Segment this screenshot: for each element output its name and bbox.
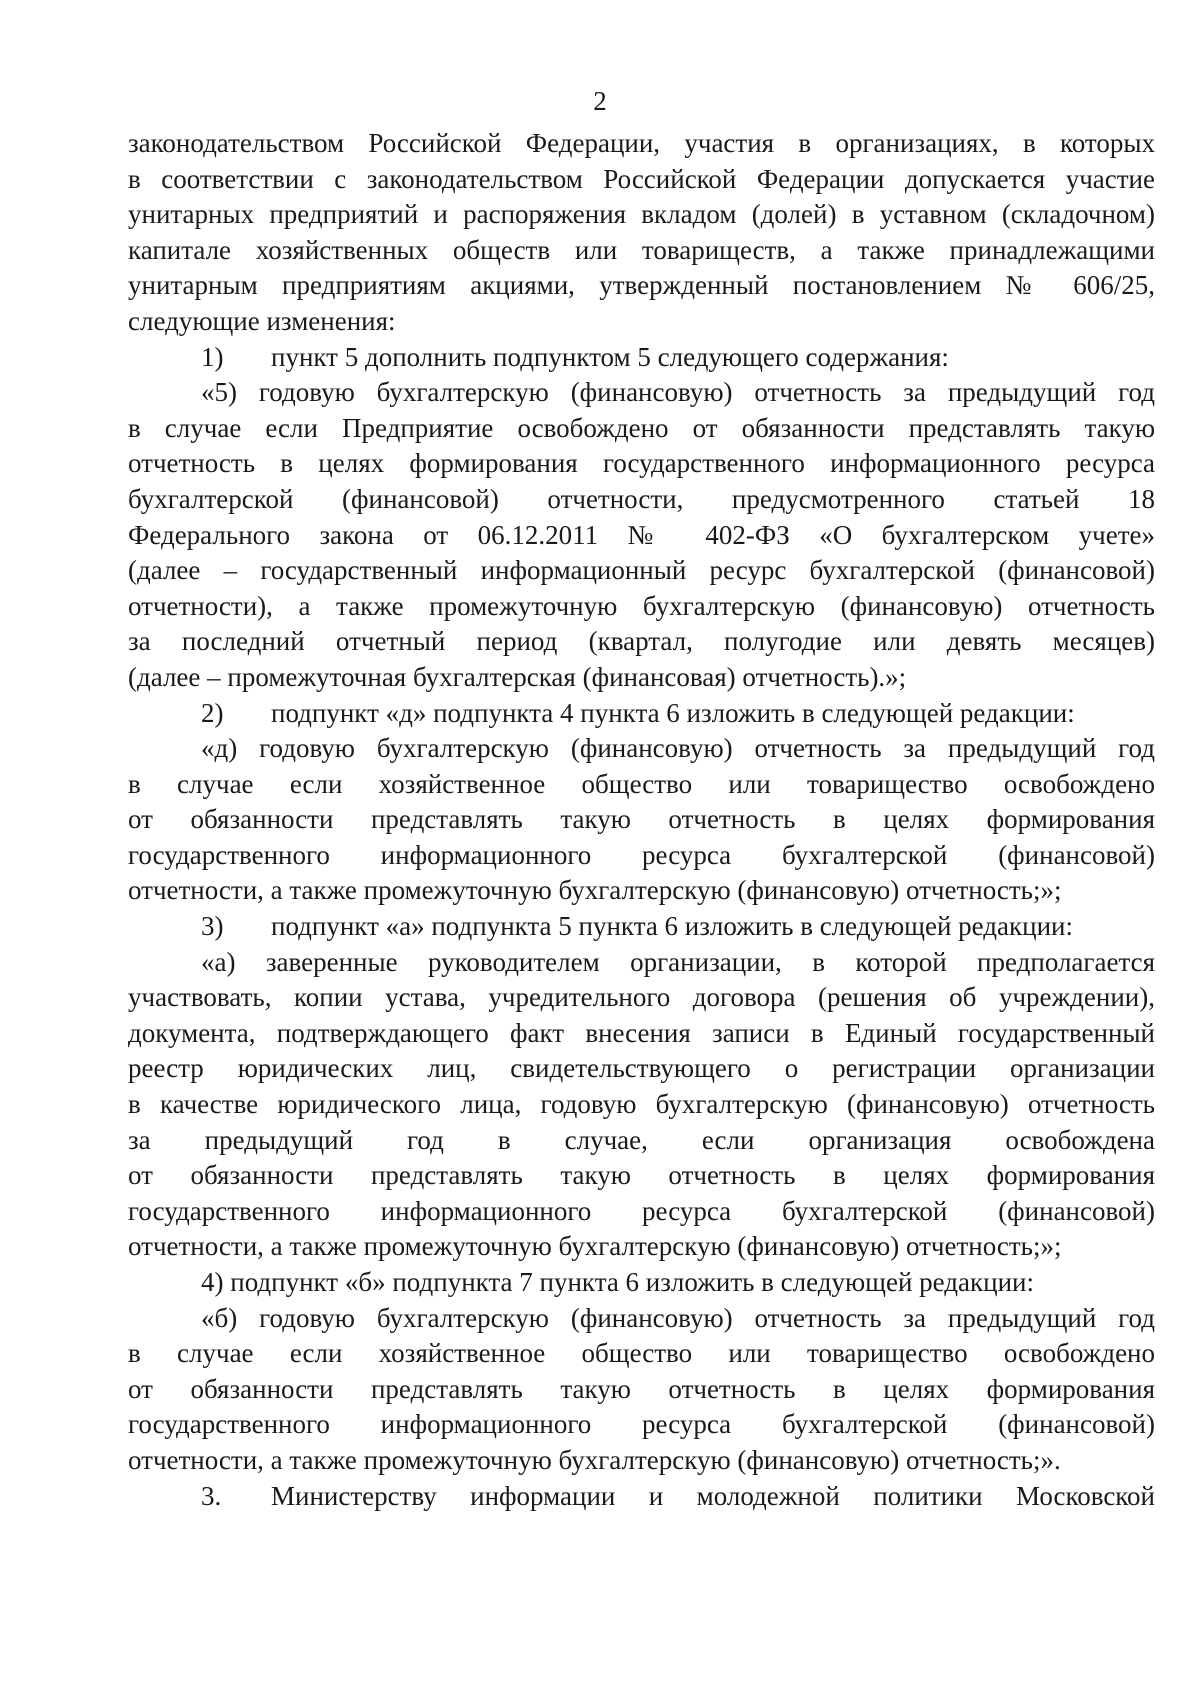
text-line: Федерального закона от 06.12.2011 № 402-ФЗ «О бухгалтерском учете» bbox=[128, 519, 1155, 550]
text-line: за последний отчетный период (квартал, полугодие или девять месяцев) bbox=[128, 626, 1155, 657]
line-text: пункт 5 дополнить подпунктом 5 следующего содержания: bbox=[271, 341, 949, 372]
document-body bbox=[128, 126, 1155, 1514]
line-text: подпункт «д» подпункта 4 пункта 6 изложить в следующей редакции: bbox=[271, 697, 1075, 728]
text-line: за предыдущий год в случае, если организация освобождена bbox=[128, 1124, 1155, 1155]
text-line: государственного информационного ресурса бухгалтерской (финансовой) bbox=[128, 1195, 1155, 1226]
item-number: 3. bbox=[201, 1480, 222, 1511]
text-line: унитарным предприятиям акциями, утвержденный постановлением № 606/25, bbox=[128, 270, 1155, 301]
text-line: «д) годовую бухгалтерскую (финансовую) отчетность за предыдущий год bbox=[201, 733, 1155, 764]
text-line bbox=[128, 696, 1155, 732]
text-line: отчетности, а также промежуточную бухгалтерскую (финансовую) отчетность;»; bbox=[128, 1231, 1062, 1262]
text-line: реестр юридических лиц, свидетельствующего о регистрации организации bbox=[128, 1053, 1155, 1084]
page-number: 2 bbox=[593, 86, 607, 116]
text-line: (далее – промежуточная бухгалтерская (финансовая) отчетность).»; bbox=[128, 661, 907, 692]
text-line: в случае если хозяйственное общество или товарищество освобождено bbox=[128, 1338, 1155, 1369]
item-number: 3) bbox=[201, 911, 224, 942]
text-line: «5) годовую бухгалтерскую (финансовую) отчетность за предыдущий год bbox=[201, 377, 1155, 408]
text-line: унитарных предприятий и распоряжения вкладом (долей) в уставном (складочном) bbox=[128, 199, 1155, 230]
text-line: государственного информационного ресурса бухгалтерской (финансовой) bbox=[128, 1409, 1155, 1440]
text-line: в случае если Предприятие освобождено от обязанности представлять такую bbox=[128, 412, 1155, 443]
text-line: отчетности), а также промежуточную бухгалтерскую (финансовую) отчетность bbox=[128, 590, 1155, 621]
item-number: 1) bbox=[201, 341, 224, 372]
line-text: подпункт «а» подпункта 5 пункта 6 изложить в следующей редакции: bbox=[271, 911, 1073, 942]
text-line: 4) подпункт «б» подпункта 7 пункта 6 изложить в следующей редакции: bbox=[201, 1267, 1034, 1297]
text-line: законодательством Российской Федерации, участия в организациях, в которых bbox=[128, 128, 1155, 158]
text-line: бухгалтерской (финансовой) отчетности, предусмотренного статьей 18 bbox=[128, 483, 1155, 514]
text-line bbox=[128, 909, 1155, 945]
text-line: документа, подтверждающего факт внесения записи в Единый государственный bbox=[128, 1017, 1155, 1048]
text-line: государственного информационного ресурса бухгалтерской (финансовой) bbox=[128, 839, 1155, 870]
text-line: следующие изменения: bbox=[128, 305, 396, 336]
text-line: капитале хозяйственных обществ или товариществ, а также принадлежащими bbox=[128, 234, 1155, 265]
text-line bbox=[128, 1479, 1155, 1515]
text-line: от обязанности представлять такую отчетность в целях формирования bbox=[128, 804, 1155, 835]
text-line: отчетности, а также промежуточную бухгалтерскую (финансовую) отчетность;». bbox=[128, 1444, 1061, 1475]
text-line: в качестве юридического лица, годовую бухгалтерскую (финансовую) отчетность bbox=[128, 1089, 1155, 1120]
text-line: (далее – государственный информационный ресурс бухгалтерской (финансовой) bbox=[128, 555, 1155, 586]
text-line bbox=[128, 340, 1155, 376]
text-line: участвовать, копии устава, учредительного договора (решения об учреждении), bbox=[128, 982, 1155, 1013]
text-line: отчетности, а также промежуточную бухгалтерскую (финансовую) отчетность;»; bbox=[128, 875, 1062, 906]
text-line: от обязанности представлять такую отчетность в целях формирования bbox=[128, 1160, 1155, 1191]
text-line: от обязанности представлять такую отчетность в целях формирования bbox=[128, 1373, 1155, 1404]
line-text: Министерству информации и молодежной политики Московской bbox=[271, 1480, 1155, 1511]
text-line: в соответствии с законодательством Российской Федерации допускается участие bbox=[128, 163, 1155, 194]
text-line: «а) заверенные руководителем организации, в которой предполагается bbox=[201, 946, 1155, 977]
text-line: отчетность в целях формирования государственного информационного ресурса bbox=[128, 448, 1155, 479]
text-line: в случае если хозяйственное общество или товарищество освобождено bbox=[128, 768, 1155, 799]
item-number: 2) bbox=[201, 697, 224, 728]
text-line: «б) годовую бухгалтерскую (финансовую) отчетность за предыдущий год bbox=[201, 1302, 1155, 1333]
